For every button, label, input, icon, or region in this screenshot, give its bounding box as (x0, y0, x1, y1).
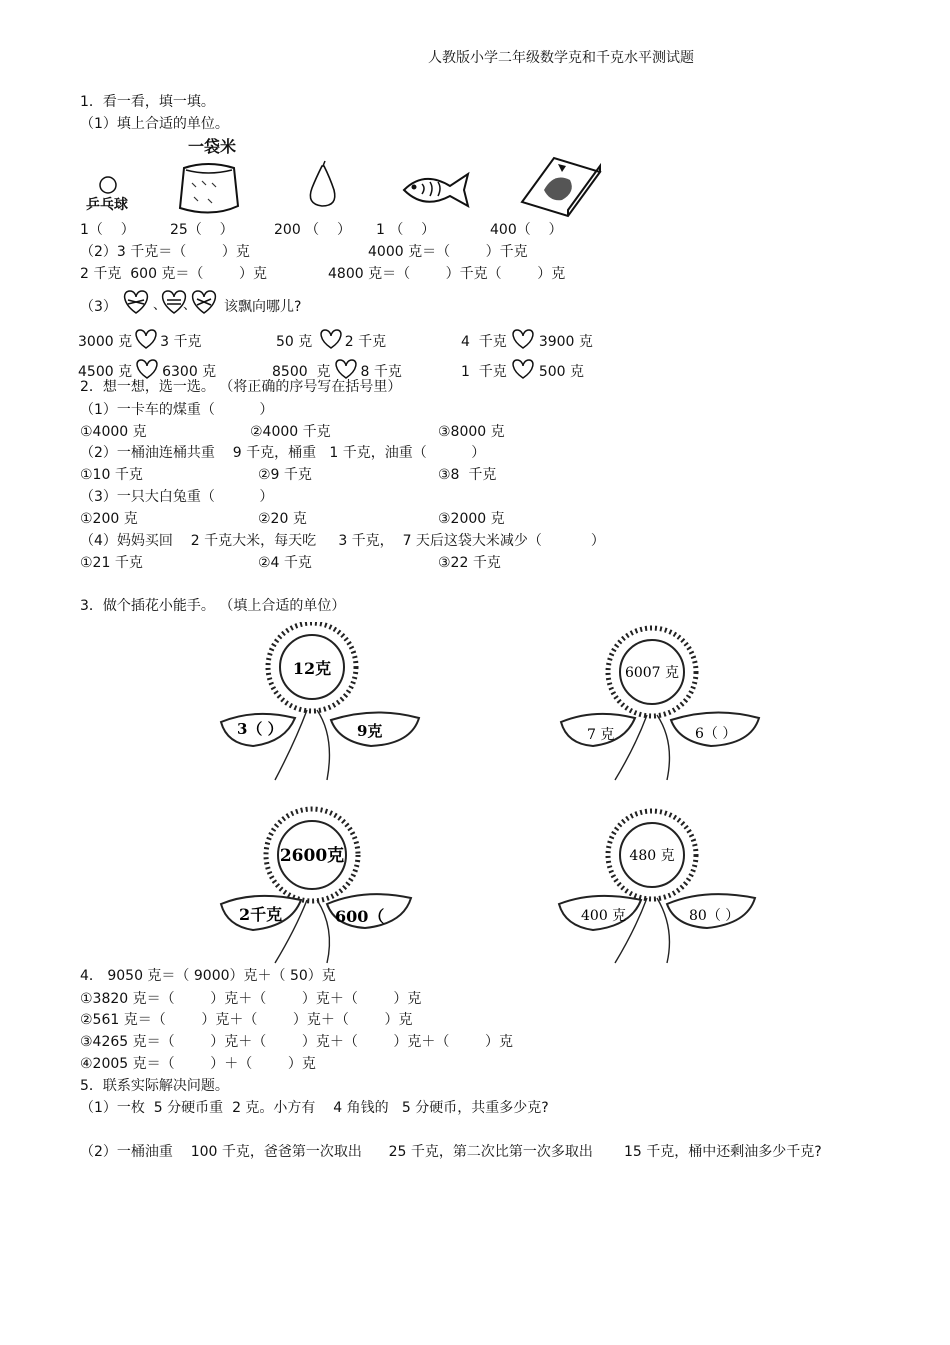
flower-3-center: 2600克 (279, 846, 345, 866)
pear-picture (300, 160, 346, 214)
q4-item-3: ③4265 克＝（ ）克＋（ ）克＋（ ）克＋（ ）克 (80, 1034, 514, 1050)
q2-3-option-a: ①200 克 (80, 511, 138, 527)
fish-picture (400, 168, 472, 216)
rice-label: 一袋米 (188, 137, 237, 156)
heart-icon (507, 358, 539, 380)
q2-4-option-a: ①21 千克 (80, 555, 143, 571)
q2-1-question: （1）一卡车的煤重（ ） (80, 402, 274, 418)
q4-item-1: ①3820 克＝（ ）克＋（ ）克＋（ ）克 (80, 991, 422, 1007)
q1-part2-b: 4000 克＝（ ）千克 (368, 244, 528, 260)
q1-title: 1．看一看，填一填。 (80, 94, 215, 110)
q2-1-option-a: ①4000 克 (80, 424, 147, 440)
flower-4 (555, 800, 765, 969)
flower-3-right: 600（ (335, 907, 385, 926)
compare-2: 50 克 2 千克 (276, 328, 386, 351)
heart-icon (132, 328, 160, 350)
q1-part2-d: 4800 克＝（ ）千克（ ）克 (328, 266, 566, 282)
q5-item-1: （1）一枚 5 分硬币重 2 克。小方有 4 角钱的 5 分硬币，共重多少克? (80, 1100, 549, 1116)
flower-2-left: 7 克 (587, 727, 615, 743)
flower-2 (555, 622, 765, 786)
flower-1-right: 9克 (357, 722, 383, 740)
compare-6: 1 千克 500 克 (461, 358, 584, 381)
q3-title: 3．做个插花小能手。 （填上合适的单位） (80, 598, 346, 614)
flower-1 (215, 622, 425, 786)
q1-part3-prefix: （3） (80, 299, 117, 315)
q2-2-option-b: ②9 千克 (258, 467, 312, 483)
svg-text:、: 、 (183, 298, 197, 313)
flower-1-center: 12克 (292, 659, 332, 678)
flower-4-left: 400 克 (581, 908, 627, 924)
q2-1-option-b: ②4000 千克 (250, 424, 331, 440)
rice-bag-picture (172, 158, 244, 224)
blank-pingpong: 1（ ） (80, 222, 135, 238)
q5-title: 5．联系实际解决问题。 (80, 1078, 229, 1094)
q2-3-question: （3）一只大白兔重（ ） (80, 489, 274, 505)
compare-5: 8500 克 8 千克 (272, 358, 402, 381)
q2-1-option-c: ③8000 克 (438, 424, 505, 440)
q4-item-2: ②561 克＝（ ）克＋（ ）克＋（ ）克 (80, 1012, 413, 1028)
blank-rice: 25（ ） (170, 222, 234, 238)
flower-2-right: 6（ ） (695, 726, 737, 742)
book-picture (514, 152, 604, 222)
q1-part2-a: （2）3 千克＝（ ）克 (80, 244, 250, 260)
compare-1: 3000 克 3 千克 (78, 328, 201, 351)
heart-icon (507, 328, 539, 350)
q1-part2-c: 2 千克 600 克＝（ ）克 (80, 266, 268, 282)
compare-4: 4500 克 6300 克 (78, 358, 216, 381)
q2-4-option-c: ③22 千克 (438, 555, 501, 571)
q2-2-option-c: ③8 千克 (438, 467, 497, 483)
q2-4-option-b: ②4 千克 (258, 555, 312, 571)
blank-fish: 1 （ ） (376, 222, 436, 238)
heart-symbols-picture (120, 287, 220, 321)
svg-text:、: 、 (153, 298, 167, 313)
flower-2-center: 6007 克 (624, 665, 680, 681)
q5-item-2: （2）一桶油重 100 千克，爸爸第一次取出 25 千克，第二次比第一次多取出 15 千克，桶中还剩油多少千克? (80, 1144, 822, 1160)
flower-1-left: 3（ ） (237, 720, 283, 738)
flower-4-center: 480 克 (629, 848, 675, 864)
pingpong-label: 乒乓球 (86, 197, 128, 213)
flower-4-right: 80（ ） (689, 908, 740, 924)
blank-pear: 200 （ ） (274, 222, 351, 238)
q1-part1-label: （1）填上合适的单位。 (80, 116, 229, 132)
q2-4-question: （4）妈妈买回 2 千克大米，每天吃 3 千克， 7 天后这袋大米减少（ ） (80, 533, 605, 549)
q2-2-question: （2）一桶油连桶共重 9 千克，桶重 1 千克，油重（ ） (80, 445, 486, 461)
blank-book: 400（ ） (490, 222, 563, 238)
compare-3: 4 千克 3900 克 (461, 328, 593, 351)
flower-3 (215, 800, 425, 969)
q2-3-option-c: ③2000 克 (438, 511, 505, 527)
heart-icon (132, 358, 162, 380)
q4-title: 4． 9050 克＝（ 9000）克＋（ 50）克 (80, 968, 336, 984)
q2-2-option-a: ①10 千克 (80, 467, 143, 483)
heart-icon (331, 358, 361, 380)
flower-3-left: 2千克 (239, 905, 283, 924)
q2-3-option-b: ②20 克 (258, 511, 307, 527)
heart-icon (317, 328, 345, 350)
page-header: 人教版小学二年级数学克和千克水平测试题 (428, 50, 694, 66)
q2-title: 2．想一想，选一选。 （将正确的序号写在括号里） (80, 379, 402, 395)
q1-part3-suffix: 该飘向哪儿? (224, 299, 302, 315)
q4-item-4: ④2005 克＝（ ）＋（ ）克 (80, 1056, 316, 1072)
